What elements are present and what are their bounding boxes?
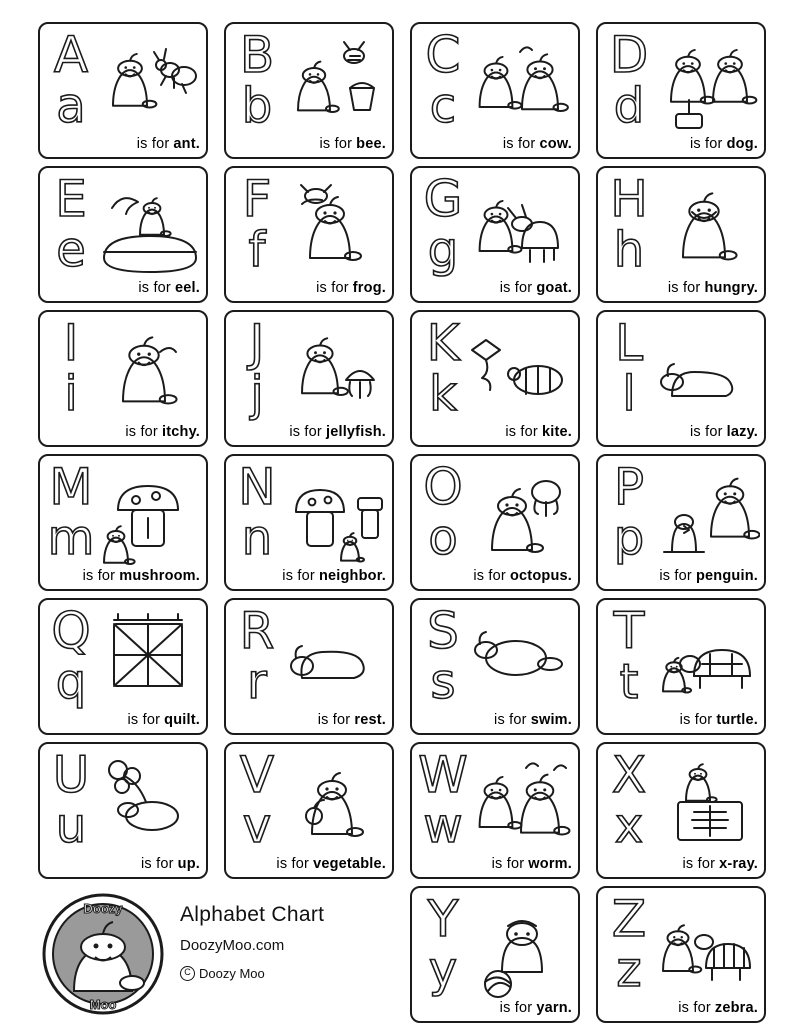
card-caption	[418, 713, 572, 728]
letter-card-f	[224, 166, 394, 303]
letter-card-s	[410, 598, 580, 735]
zebra-illustration	[648, 894, 760, 1002]
frog-illustration	[276, 174, 388, 282]
lowercase-letter: h	[613, 222, 645, 278]
jellyfish-illustration	[276, 318, 388, 426]
uppercase-letter: X	[611, 746, 647, 804]
card-frame[interactable]	[38, 742, 208, 879]
octopus-illustration	[462, 462, 574, 570]
lowercase-letter: y	[428, 942, 458, 998]
card-frame[interactable]	[224, 454, 394, 591]
letter-card-b	[224, 22, 394, 159]
uppercase-letter: A	[53, 26, 89, 84]
card-word: worm.	[528, 855, 572, 872]
lowercase-letter: i	[64, 366, 78, 422]
uppercase-letter: N	[238, 458, 276, 516]
card-frame[interactable]	[410, 886, 580, 1023]
lowercase-letter: e	[56, 222, 86, 278]
uppercase-letter: U	[52, 746, 90, 804]
card-frame[interactable]	[410, 454, 580, 591]
card-frame[interactable]	[38, 454, 208, 591]
bee-illustration	[276, 30, 388, 138]
svg-text:Moo: Moo	[89, 997, 117, 1012]
card-caption	[418, 137, 572, 152]
is-for-label: is for	[678, 999, 711, 1016]
card-frame[interactable]	[596, 598, 766, 735]
lowercase-letter: s	[430, 654, 456, 710]
card-frame[interactable]	[38, 598, 208, 735]
card-word: zebra.	[714, 999, 758, 1016]
card-word: frog.	[352, 279, 386, 296]
card-word: ant.	[173, 135, 200, 152]
card-caption	[232, 569, 386, 584]
is-for-label: is for	[682, 855, 716, 872]
is-for-label: is for	[317, 711, 351, 728]
rest-illustration	[276, 606, 388, 714]
letter-card-r	[224, 598, 394, 735]
is-for-label: is for	[136, 135, 170, 152]
letter-card-a	[38, 22, 208, 159]
lowercase-letter: f	[248, 222, 266, 278]
kite-illustration	[462, 318, 574, 426]
card-frame[interactable]	[224, 742, 394, 879]
card-caption	[604, 137, 758, 152]
card-word: quilt.	[164, 711, 200, 728]
letter-card-h	[596, 166, 766, 303]
card-frame[interactable]	[224, 598, 394, 735]
card-word: up.	[177, 855, 200, 872]
letter-card-i	[38, 310, 208, 447]
card-word: cow.	[539, 135, 572, 152]
is-for-label: is for	[679, 711, 713, 728]
letter-card-y	[410, 886, 580, 1023]
uppercase-letter: B	[239, 26, 275, 84]
is-for-label: is for	[127, 711, 161, 728]
penguin-illustration	[648, 462, 760, 570]
alphabet-card-grid	[38, 22, 772, 1023]
card-word: x-ray.	[719, 855, 758, 872]
uppercase-letter: H	[610, 170, 648, 228]
card-word: octopus.	[509, 567, 572, 584]
lowercase-letter: m	[47, 510, 95, 566]
letter-card-k	[410, 310, 580, 447]
branding-block	[40, 887, 380, 1017]
letter-card-m	[38, 454, 208, 591]
card-word: neighbor.	[318, 567, 386, 584]
doozy-moo-logo	[40, 891, 166, 1017]
card-frame[interactable]	[596, 166, 766, 303]
swim-illustration	[462, 606, 574, 714]
letter-card-n	[224, 454, 394, 591]
card-caption	[232, 137, 386, 152]
lowercase-letter: p	[613, 510, 645, 566]
card-caption	[46, 713, 200, 728]
lowercase-letter: d	[613, 78, 645, 134]
card-word: yarn.	[536, 999, 572, 1016]
lowercase-letter: o	[428, 510, 458, 566]
ant-illustration	[90, 30, 202, 138]
lowercase-letter: n	[241, 510, 273, 566]
xray-illustration	[648, 750, 760, 858]
uppercase-letter: V	[239, 746, 275, 804]
mushroom-illustration	[90, 462, 202, 570]
uppercase-letter: P	[613, 458, 645, 516]
card-word: lazy.	[726, 423, 758, 440]
is-for-label: is for	[499, 279, 533, 296]
card-caption	[46, 569, 200, 584]
card-caption	[46, 281, 200, 296]
card-word: eel.	[175, 279, 200, 296]
card-frame[interactable]	[38, 166, 208, 303]
lowercase-letter: g	[427, 222, 459, 278]
up-illustration	[90, 750, 202, 858]
lazy-illustration	[648, 318, 760, 426]
card-word: penguin.	[695, 567, 758, 584]
itchy-illustration	[90, 318, 202, 426]
is-for-label: is for	[82, 567, 116, 584]
hungry-illustration	[648, 174, 760, 282]
lowercase-letter: j	[250, 366, 264, 422]
letter-card-p	[596, 454, 766, 591]
card-caption	[418, 857, 572, 872]
card-word: kite.	[541, 423, 572, 440]
card-word: dog.	[726, 135, 758, 152]
letter-card-l	[596, 310, 766, 447]
uppercase-letter: O	[423, 458, 463, 516]
letter-card-c	[410, 22, 580, 159]
card-caption	[46, 425, 200, 440]
uppercase-letter: D	[609, 26, 649, 84]
card-frame[interactable]	[596, 310, 766, 447]
lowercase-letter: v	[242, 798, 272, 854]
card-frame[interactable]	[224, 22, 394, 159]
uppercase-letter: F	[242, 170, 272, 228]
card-caption	[604, 857, 758, 872]
card-frame[interactable]	[224, 166, 394, 303]
card-frame[interactable]	[410, 742, 580, 879]
lowercase-letter: z	[616, 942, 642, 998]
card-caption	[418, 569, 572, 584]
letter-card-j	[224, 310, 394, 447]
dog-illustration	[648, 30, 760, 138]
uppercase-letter: I	[63, 314, 79, 372]
eel-illustration	[90, 174, 202, 282]
card-frame[interactable]	[224, 310, 394, 447]
card-caption	[232, 713, 386, 728]
card-word: swim.	[530, 711, 572, 728]
letter-card-u	[38, 742, 208, 879]
is-for-label: is for	[282, 567, 315, 584]
yarn-illustration	[462, 894, 574, 1002]
quilt-illustration	[90, 606, 202, 714]
lowercase-letter: u	[55, 798, 87, 854]
uppercase-letter: L	[615, 314, 643, 372]
uppercase-letter: G	[423, 170, 463, 228]
card-word: turtle.	[716, 711, 758, 728]
svg-text:Doozy: Doozy	[83, 901, 123, 916]
is-for-label: is for	[138, 279, 171, 296]
letter-card-v	[224, 742, 394, 879]
uppercase-letter: E	[55, 170, 87, 228]
card-frame[interactable]	[596, 454, 766, 591]
card-word: bee.	[356, 135, 386, 152]
is-for-label: is for	[316, 279, 349, 296]
uppercase-letter: W	[418, 746, 468, 804]
copyright-line	[180, 966, 380, 981]
letter-card-g	[410, 166, 580, 303]
card-frame[interactable]	[596, 886, 766, 1023]
website-label: DoozyMoo.com	[180, 937, 285, 954]
lowercase-letter: t	[619, 654, 639, 710]
letter-card-q	[38, 598, 208, 735]
lowercase-letter: x	[614, 798, 644, 854]
card-frame[interactable]	[410, 310, 580, 447]
is-for-label: is for	[473, 567, 506, 584]
is-for-label: is for	[499, 999, 533, 1016]
vegetable-illustration	[276, 750, 388, 858]
card-caption	[232, 425, 386, 440]
card-caption	[604, 1001, 758, 1016]
neighbor-illustration	[276, 462, 388, 570]
card-frame[interactable]	[410, 598, 580, 735]
lowercase-letter: a	[56, 78, 86, 134]
is-for-label: is for	[689, 423, 723, 440]
is-for-label: is for	[502, 135, 536, 152]
card-caption	[604, 713, 758, 728]
card-frame[interactable]	[410, 22, 580, 159]
card-word: jellyfish.	[325, 423, 386, 440]
is-for-label: is for	[659, 567, 692, 584]
copyright-icon: C	[180, 966, 195, 981]
is-for-label: is for	[289, 423, 322, 440]
lowercase-letter: l	[622, 366, 636, 422]
lowercase-letter: r	[247, 654, 267, 710]
cow-illustration	[462, 30, 574, 138]
card-caption	[418, 281, 572, 296]
brand-text-block	[180, 903, 380, 981]
letter-card-t	[596, 598, 766, 735]
uppercase-letter: C	[425, 26, 461, 84]
letter-card-o	[410, 454, 580, 591]
uppercase-letter: Y	[427, 890, 459, 948]
card-frame[interactable]	[38, 22, 208, 159]
is-for-label: is for	[491, 855, 525, 872]
uppercase-letter: K	[426, 314, 460, 372]
card-word: mushroom.	[119, 567, 200, 584]
is-for-label: is for	[125, 423, 158, 440]
card-word: vegetable.	[313, 855, 386, 872]
card-frame[interactable]	[596, 22, 766, 159]
card-caption	[418, 425, 572, 440]
is-for-label: is for	[494, 711, 527, 728]
card-caption	[604, 569, 758, 584]
card-caption	[418, 1001, 572, 1016]
uppercase-letter: J	[249, 314, 265, 372]
card-frame[interactable]	[38, 310, 208, 447]
lowercase-letter: k	[429, 366, 457, 422]
card-frame[interactable]	[596, 742, 766, 879]
is-for-label: is for	[667, 279, 701, 296]
lowercase-letter: b	[241, 78, 273, 134]
letter-card-d	[596, 22, 766, 159]
card-word: rest.	[354, 711, 386, 728]
card-word: itchy.	[162, 423, 200, 440]
uppercase-letter: Q	[51, 602, 91, 660]
lowercase-letter: c	[429, 78, 457, 134]
letter-card-w	[410, 742, 580, 879]
is-for-label: is for	[319, 135, 353, 152]
uppercase-letter: R	[239, 602, 275, 660]
card-caption	[46, 857, 200, 872]
is-for-label: is for	[141, 855, 174, 872]
card-caption	[46, 137, 200, 152]
card-word: hungry.	[704, 279, 758, 296]
is-for-label: is for	[276, 855, 310, 872]
card-word: goat.	[536, 279, 572, 296]
letter-card-e	[38, 166, 208, 303]
letter-card-x	[596, 742, 766, 879]
card-caption	[232, 857, 386, 872]
letter-card-z	[596, 886, 766, 1023]
worm-illustration	[462, 750, 574, 858]
uppercase-letter: Z	[611, 890, 647, 948]
is-for-label: is for	[505, 423, 538, 440]
is-for-label: is for	[689, 135, 723, 152]
page-title: Alphabet Chart	[180, 903, 325, 926]
turtle-illustration	[648, 606, 760, 714]
uppercase-letter: T	[613, 602, 645, 660]
lowercase-letter: w	[423, 798, 463, 854]
card-frame[interactable]	[410, 166, 580, 303]
card-caption	[604, 425, 758, 440]
uppercase-letter: S	[427, 602, 459, 660]
card-caption	[232, 281, 386, 296]
card-caption	[604, 281, 758, 296]
lowercase-letter: q	[55, 654, 87, 710]
goat-illustration	[462, 174, 574, 282]
uppercase-letter: M	[49, 458, 93, 516]
copyright-text: Doozy Moo	[199, 966, 265, 981]
